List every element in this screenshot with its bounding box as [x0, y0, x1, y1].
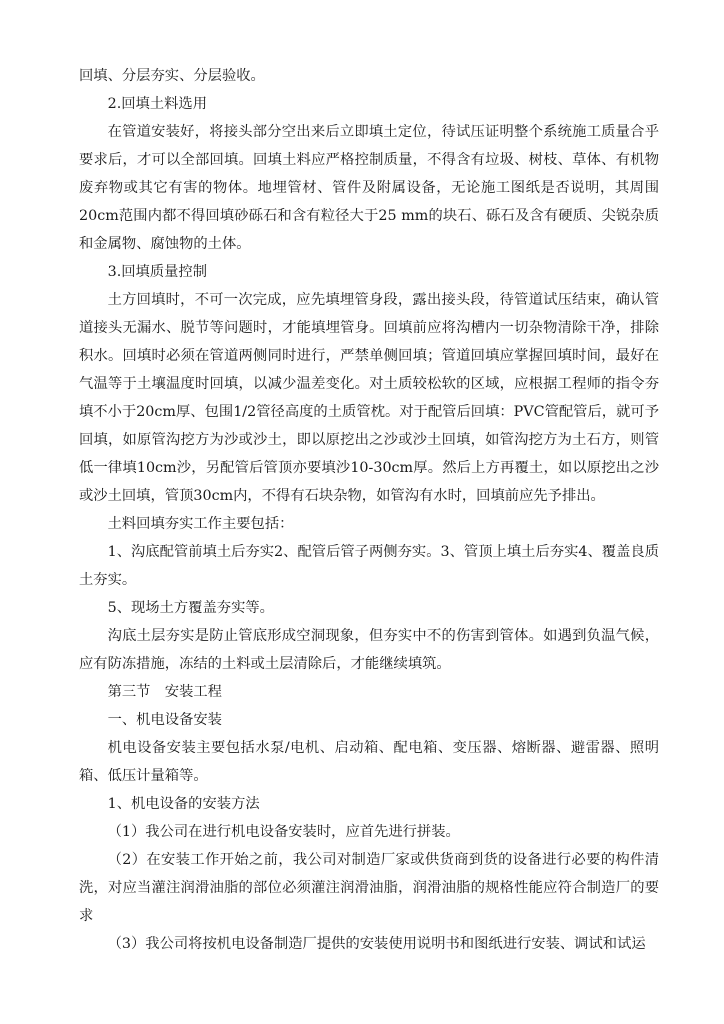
heading-equipment-installation: 一、机电设备安装	[107, 712, 222, 728]
paragraph-method-1: （1）我公司在进行机电设备安装时，应首先进行拼装。	[107, 824, 460, 840]
paragraph-backfill-summary: 回填、分层夯实、分层验收。	[79, 68, 265, 84]
heading-backfill-quality: 3.回填质量控制	[107, 264, 208, 280]
paragraph-backfill-material: 在管道安装好，将接头部分空出来后立即填土定位，待试压证明整个系统施工质量合乎要求后，才可以全部回填。回填土料应严格控制质量，不得含有垃圾、树枝、草体、有机物废弃物或其它有害的物体。地埋管材、管件及附属设备，无论施工图纸是否说明，其周围20cm范围内都不得回填砂砾石和含有粒径大于25 mm的块石、砾石及含有硬质、尖锐杂质和金属物、腐蚀物的土体。	[79, 124, 659, 252]
paragraph-trench-compaction: 沟底土层夯实是防止管底形成空洞现象，但夯实中不的伤害到管体。如遇到负温气候，应有防冻措施，冻结的土料或土层清除后，才能继续填筑。	[79, 628, 659, 672]
paragraph-equipment-scope: 机电设备安装主要包括水泵/电机、启动箱、配电箱、变压器、熔断器、避雷器、照明箱、低压计量箱等。	[79, 740, 659, 784]
document-body	[79, 62, 659, 958]
paragraph-backfill-quality: 土方回填时，不可一次完成，应先填埋管身段，露出接头段，待管道试压结束，确认管道接头无漏水、脱节等问题时，才能填埋管身。回填前应将沟槽内一切杂物清除干净，排除积水。回填时必须在管道两侧同时进行，严禁单侧回填；管道回填应掌握回填时间，最好在气温等于土壤温度时回填，以减少温差变化。对土质较松软的区域，应根据工程师的指令夯填不小于20cm厚、包围1/2管径高度的土质管枕。对于配管后回填：PVC管配管后，就可予回填，如原管沟挖方为沙或沙土，即以原挖出之沙或沙土回填，如管沟挖方为土石方，则管低一律填10cm沙，另配管后管顶亦要填沙10-30cm厚。然后上方再覆土，如以原挖出之沙或沙土回填，管顶30cm内，不得有石块杂物，如管沟有水时，回填前应先予排出。	[79, 292, 659, 504]
paragraph-method-3: （3）我公司将按机电设备制造厂提供的安装使用说明书和图纸进行安装、调试和试运	[107, 936, 646, 952]
paragraph-compaction-item-5: 5、现场土方覆盖夯实等。	[107, 600, 274, 616]
paragraph-method-2: （2）在安装工作开始之前，我公司对制造厂家或供货商到货的设备进行必要的构件清洗，对应当灌注润滑油脂的部位必须灌注润滑油脂，润滑油脂的规格性能应符合制造厂的要求	[79, 852, 659, 924]
heading-backfill-material: 2.回填土料选用	[107, 96, 208, 112]
heading-installation-method: 1、机电设备的安装方法	[107, 796, 260, 812]
heading-section-installation: 第三节 安装工程	[107, 684, 222, 700]
paragraph-compaction-intro: 土料回填夯实工作主要包括：	[107, 516, 294, 532]
paragraph-compaction-items: 1、沟底配管前填土后夯实2、配管后管子两侧夯实。3、管顶上填土后夯实4、覆盖良质土夯实。	[79, 544, 659, 588]
